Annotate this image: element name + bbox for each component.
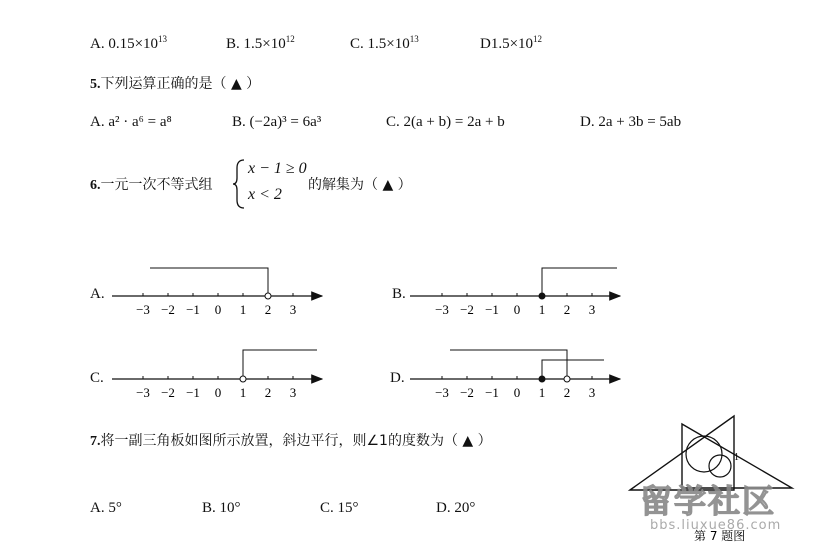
q5-option-d: D. 2a + 3b = 5ab: [580, 114, 682, 130]
angle-1-label: 1: [734, 452, 739, 463]
tick-label: −1: [485, 385, 499, 400]
tick-label: −1: [186, 385, 200, 400]
q5-option-c: C. 2(a + b) = 2a + b: [386, 114, 505, 130]
tick-label: 1: [239, 385, 247, 400]
watermark-url: bbs.liuxue86.com: [650, 518, 782, 533]
question-number: 6.: [90, 178, 101, 193]
solution-ray: [542, 268, 617, 296]
tick-label: −3: [136, 385, 150, 400]
tick-label: 1: [538, 385, 546, 400]
tick-label: 0: [513, 385, 521, 400]
set-square-hole-2: [709, 455, 731, 477]
question-6-lead: 6.一元一次不等式组: [90, 177, 213, 193]
tick-label: −2: [460, 302, 474, 317]
q4-option-c: C. $1.5\times 10^{13}$: [350, 34, 419, 52]
question-6-tail: 的解集为（ ▲ ）: [308, 177, 412, 193]
tick-label: −3: [435, 302, 449, 317]
tick-label: −3: [435, 385, 449, 400]
question-number: 5.: [90, 77, 101, 92]
tick-label: 3: [289, 385, 297, 400]
tick-label: 0: [513, 302, 521, 317]
q7-option-a: A. 5°: [90, 500, 122, 516]
open-point: [240, 376, 246, 382]
tick-label: 0: [214, 302, 222, 317]
system-line-1: x − 1 ≥ 0: [248, 160, 307, 177]
solution-ray: [450, 350, 567, 379]
closed-point: [539, 293, 545, 299]
tick-label: 1: [239, 302, 247, 317]
q4-option-d: $D1.5\times 10^{12}$: [480, 34, 543, 52]
tick-label: 3: [588, 385, 596, 400]
number-line-a: [112, 268, 322, 317]
question-text: 下列运算正确的是（ ▲ ）: [100, 76, 261, 92]
tick-label: 3: [289, 302, 297, 317]
q7-option-b: B. 10°: [202, 500, 241, 516]
question-text: 将一副三角板如图所示放置，斜边平行，则∠1的度数为（ ▲ ）: [100, 433, 492, 449]
q7-option-d: D. 20°: [436, 500, 476, 516]
set-square-hole-1: [686, 436, 722, 472]
tick-label: −3: [136, 302, 150, 317]
q4-option-a: A. $0.15\times 10^{13}$: [90, 34, 168, 52]
q7-option-c: C. 15°: [320, 500, 359, 516]
question-number: 7.: [90, 434, 101, 449]
open-point: [564, 376, 570, 382]
q6-option-d-label: D.: [390, 370, 405, 386]
solution-ray: [243, 350, 317, 379]
figure-caption: 第 7 题图: [694, 529, 746, 543]
tick-label: −2: [161, 385, 175, 400]
tick-label: −1: [485, 302, 499, 317]
open-point: [265, 293, 271, 299]
solution-ray: [150, 268, 268, 296]
tick-label: 0: [214, 385, 222, 400]
tick-label: −2: [161, 302, 175, 317]
system-line-2: x < 2: [248, 186, 282, 203]
tick-label: 2: [563, 302, 571, 317]
number-line-b: [410, 268, 620, 317]
question-7: [90, 430, 492, 450]
tick-label: 2: [264, 302, 272, 317]
closed-point: [539, 376, 545, 382]
number-line-d: [410, 350, 620, 400]
tick-label: 1: [538, 302, 546, 317]
q5-option-b: B. (−2a)³ = 6a³: [232, 114, 322, 130]
number-line-c: [112, 350, 322, 400]
q5-option-a: A. a² · a⁶ = a⁸: [90, 114, 172, 130]
solution-ray: [542, 360, 604, 379]
tick-label: 2: [264, 385, 272, 400]
q6-option-b-label: B.: [392, 286, 406, 302]
tick-label: −1: [186, 302, 200, 317]
q4-option-b: B. $1.5\times 10^{12}$: [226, 34, 295, 52]
tick-label: 2: [563, 385, 571, 400]
q6-option-c-label: C.: [90, 370, 104, 386]
q6-option-a-label: A.: [90, 286, 105, 302]
tick-label: −2: [460, 385, 474, 400]
watermark-logo: 留学社区: [640, 482, 777, 520]
tick-label: 3: [588, 302, 596, 317]
